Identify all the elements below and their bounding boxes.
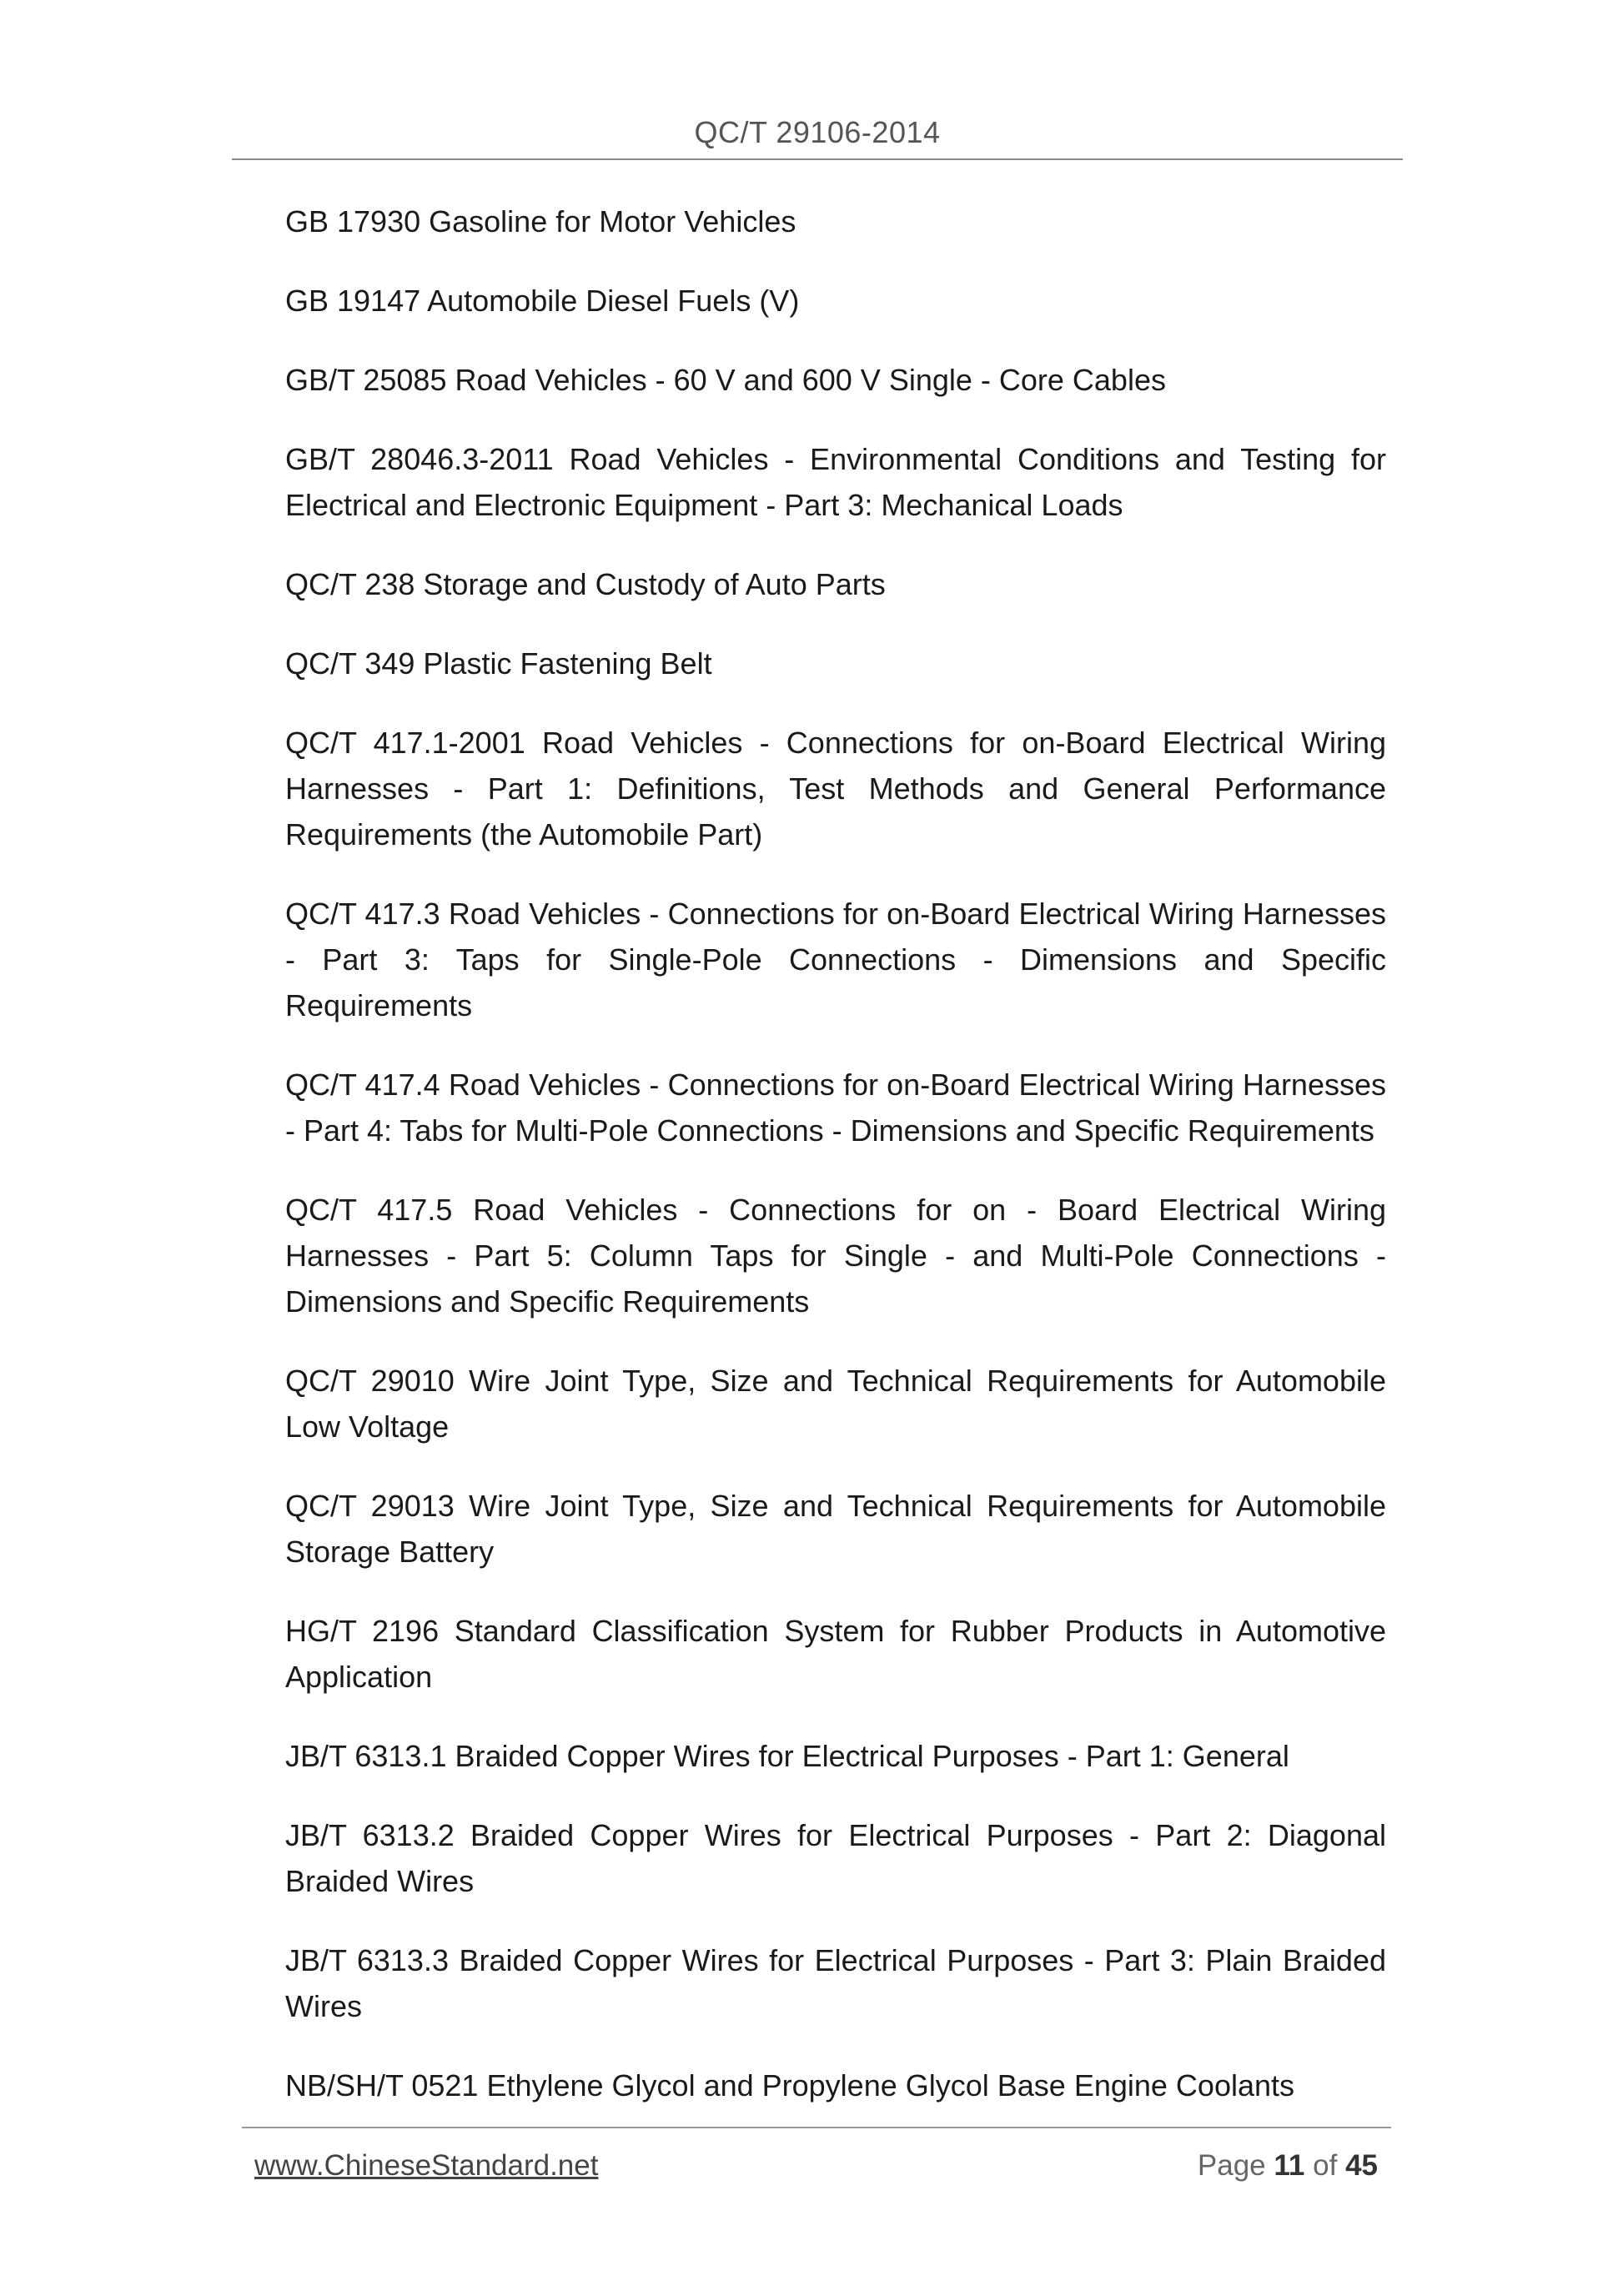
reference-item: GB 17930 Gasoline for Motor Vehicles [285,204,796,239]
header-divider [232,158,1403,160]
page-header-document-code: QC/T 29106-2014 [694,115,941,149]
reference-item: QC/T 29010 Wire Joint Type, Size and Technical Requirements for Automobile Low Voltage [285,1364,1386,1444]
reference-item: QC/T 29013 Wire Joint Type, Size and Technical Requirements for Automobile Storage Battery [285,1489,1386,1569]
reference-item: GB/T 25085 Road Vehicles - 60 V and 600 V Single - Core Cables [285,363,1166,397]
footer-divider [242,2127,1391,2128]
normative-references-list [285,198,1386,2142]
reference-item: HG/T 2196 Standard Classification System for Rubber Products in Automotive Application [285,1614,1386,1694]
page-current: 11 [1274,2149,1305,2182]
page-word: Page [1197,2149,1266,2182]
reference-item: QC/T 417.4 Road Vehicles - Connections for on-Board Electrical Wiring Harnesses - Part 4: Tabs for Multi-Pole Connections - Dimensions and Specific Requirements [285,1068,1386,1148]
footer-site-link[interactable]: www.ChineseStandard.net [254,2149,599,2182]
reference-item: GB 19147 Automobile Diesel Fuels (V) [285,284,800,318]
reference-item: QC/T 417.5 Road Vehicles - Connections for on - Board Electrical Wiring Harnesses - Part 5: Column Taps for Single - and Multi-Pole Connections - Dimensions and Specific Requirements [285,1193,1386,1319]
page-number [1198,2149,1378,2183]
reference-item: QC/T 349 Plastic Fastening Belt [285,646,712,681]
reference-item: JB/T 6313.2 Braided Copper Wires for Electrical Purposes - Part 2: Diagonal Braided Wires [285,1818,1386,1898]
page-of-word: of [1313,2149,1338,2182]
page-total: 45 [1345,2149,1378,2182]
reference-item: NB/SH/T 0521 Ethylene Glycol and Propylene Glycol Base Engine Coolants [285,2068,1295,2103]
reference-item: QC/T 417.1-2001 Road Vehicles - Connections for on-Board Electrical Wiring Harnesses - Part 1: Definitions, Test Methods and General Performance Requirements (the Automobile Part) [285,726,1386,852]
reference-item: QC/T 238 Storage and Custody of Auto Parts [285,567,886,601]
reference-item: GB/T 28046.3-2011 Road Vehicles - Environmental Conditions and Testing for Electrical and Electronic Equipment - Part 3: Mechanical Loads [285,442,1386,522]
reference-item: JB/T 6313.1 Braided Copper Wires for Electrical Purposes - Part 1: General [285,1739,1289,1773]
reference-item: QC/T 417.3 Road Vehicles - Connections for on-Board Electrical Wiring Harnesses - Part 3: Taps for Single-Pole Connections - Dimensions and Specific Requirements [285,897,1386,1022]
reference-item: JB/T 6313.3 Braided Copper Wires for Electrical Purposes - Part 3: Plain Braided Wires [285,1943,1386,2023]
